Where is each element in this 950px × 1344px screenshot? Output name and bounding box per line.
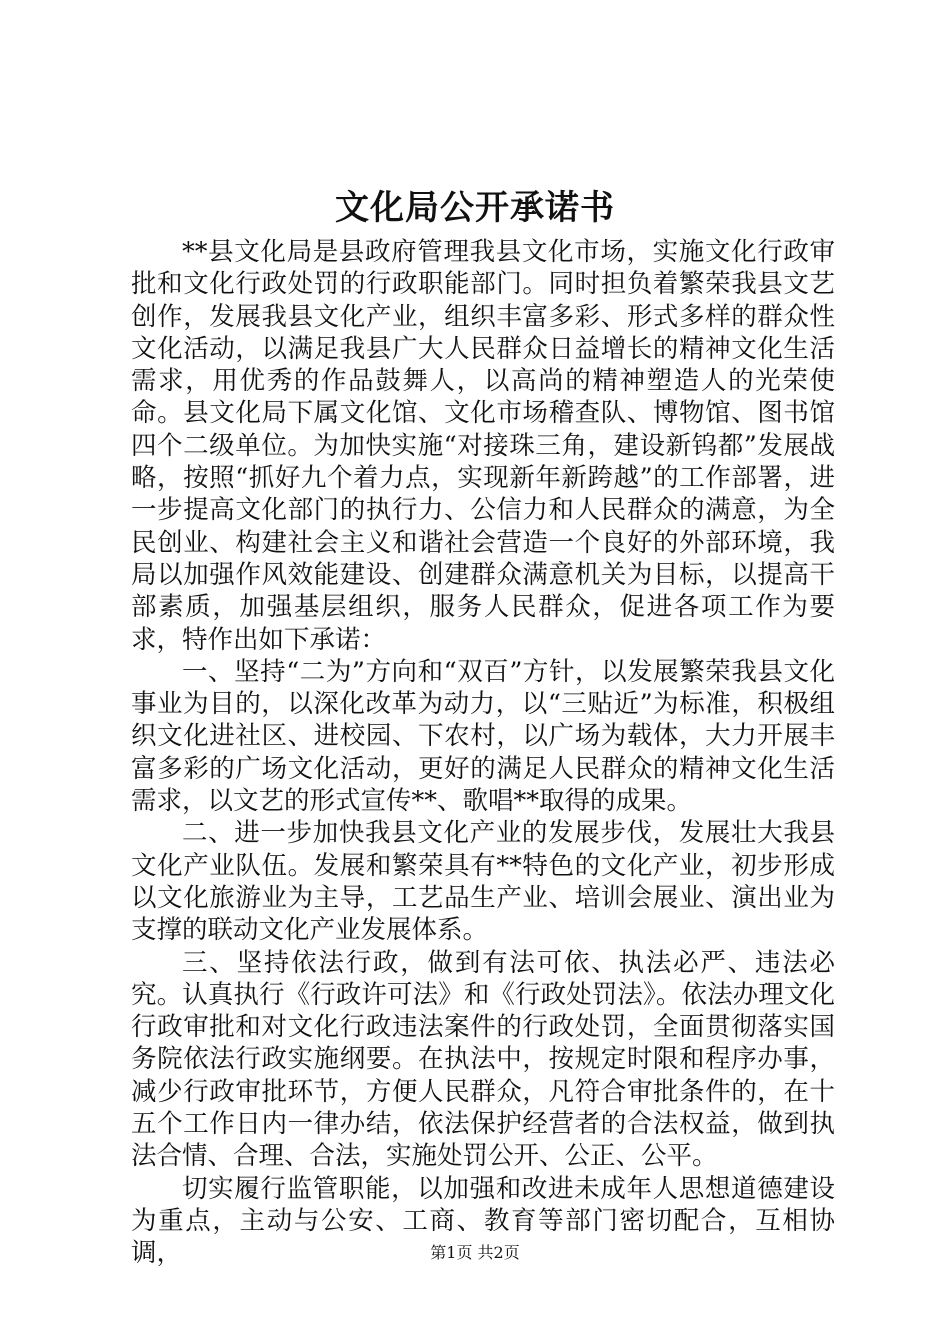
page-number: 第1页 共2页 — [430, 1243, 520, 1262]
document-body — [131, 236, 835, 1270]
paragraph-commitment-1: 一、坚持“二为”方向和“双百”方针，以发展繁荣我县文化事业为目的，以深化改革为动力，以“三贴近”为标准，积极组织文化进社区、进校园、下农村，以广场为载体，大力开展丰富多彩的广场文化活动，更好的满足人民群众的精神文化生活需求，以文艺的形式宣传**、歌唱**取得的成果。 — [131, 656, 835, 817]
paragraph-commitment-3: 三、坚持依法行政，做到有法可依、执法必严、违法必究。认真执行《行政许可法》和《行政处罚法》。依法办理文化行政审批和对文化行政违法案件的行政处罚，全面贯彻落实国务院依法行政实施纲要。在执法中，按规定时限和程序办事，减少行政审批环节，方便人民群众，凡符合审批条件的，在十五个工作日内一律办结，依法保护经营者的合法权益，做到执法合情、合理、合法，实施处罚公开、公正、公平。 — [131, 947, 835, 1172]
paragraph-supervision: 切实履行监管职能，以加强和改进未成年人思想道德建设为重点，主动与公安、工商、教育等部门密切配合，互相协调， — [131, 1173, 835, 1269]
document-title: 文化局公开承诺书 — [335, 188, 615, 228]
paragraph-intro: **县文化局是县政府管理我县文化市场，实施文化行政审批和文化行政处罚的行政职能部门。同时担负着繁荣我县文艺创作，发展我县文化产业，组织丰富多彩、形式多样的群众性文化活动，以满足我县广大人民群众日益增长的精神文化生活需求，用优秀的作品鼓舞人，以高尚的精神塑造人的光荣使命。县文化局下属文化馆、文化市场稽查队、博物馆、图书馆四个二级单位。为加快实施“对接珠三角，建设新钨都”发展战略，按照“抓好九个着力点，实现新年新跨越”的工作部署，进一步提高文化部门的执行力、公信力和人民群众的满意，为全民创业、构建社会主义和谐社会营造一个良好的外部环境，我局以加强作风效能建设、创建群众满意机关为目标，以提高干部素质，加强基层组织，服务人民群众，促进各项工作为要求，特作出如下承诺： — [131, 237, 835, 655]
page-footer — [0, 1242, 950, 1264]
paragraph-commitment-2: 二、进一步加快我县文化产业的发展步伐，发展壮大我县文化产业队伍。发展和繁荣具有**特色的文化产业，初步形成以文化旅游业为主导，工艺品生产业、培训会展业、演出业为支撑的联动文化产业发展体系。 — [131, 818, 835, 946]
